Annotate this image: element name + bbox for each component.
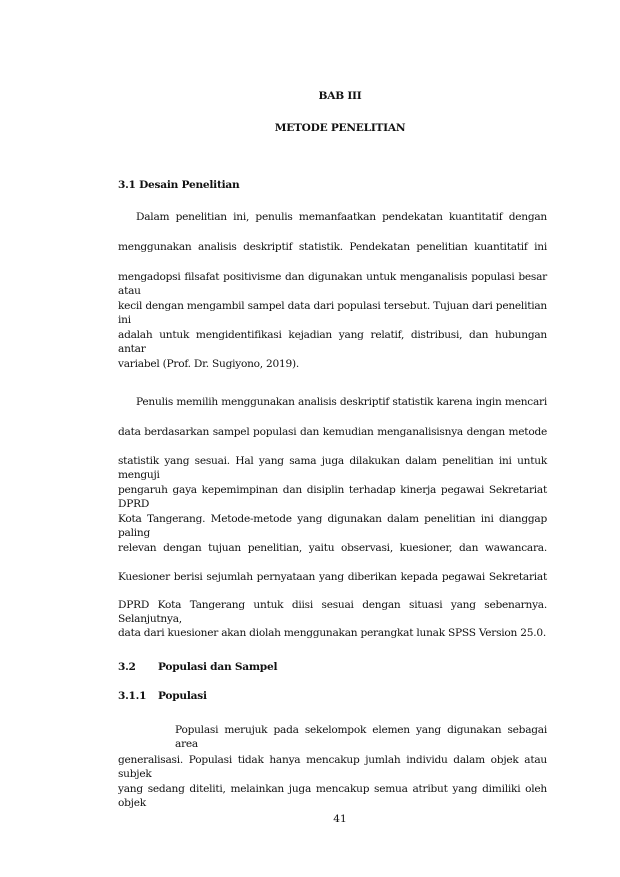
section-number: 3.1.1 bbox=[118, 690, 147, 702]
paragraph2-line: Kuesioner berisi sejumlah pernyataan yang diberikan kepada pegawai Sekretariat bbox=[118, 571, 547, 583]
paragraph1-line: Dalam penelitian ini, penulis memanfaatkan pendekatan kuantitatif dengan bbox=[136, 211, 547, 223]
paragraph2-line: data dari kuesioner akan diolah menggunakan perangkat lunak SPSS Version 25.0. bbox=[118, 627, 546, 639]
paragraph3-line: Populasi merujuk pada sekelompok elemen yang digunakan sebagai area bbox=[175, 724, 547, 750]
paragraph1-line: kecil dengan mengambil sampel data dari populasi tersebut. Tujuan dari penelitian ini bbox=[118, 300, 547, 326]
chapter-title: METODE PENELITIAN bbox=[274, 122, 406, 134]
paragraph1-line: menggunakan analisis deskriptif statistik. Pendekatan penelitian kuantitatif ini bbox=[118, 241, 547, 253]
paragraph1-line: variabel (Prof. Dr. Sugiyono, 2019). bbox=[118, 358, 299, 370]
section-number: 3.2 bbox=[118, 661, 136, 673]
page-number: 41 bbox=[333, 813, 347, 825]
section-heading-3-1-1 bbox=[118, 689, 547, 703]
paragraph2-line: relevan dengan tujuan penelitian, yaitu observasi, kuesioner, dan wawancara. bbox=[118, 542, 547, 554]
paragraph1-line: adalah untuk mengidentifikasi kejadian yang relatif, distribusi, dan hubungan antar bbox=[118, 329, 547, 355]
section-heading-3-1: 3.1 Desain Penelitian bbox=[118, 179, 240, 191]
section-title: Populasi bbox=[158, 690, 207, 702]
paragraph1-line: mengadopsi filsafat positivisme dan digunakan untuk menganalisis populasi besar atau bbox=[118, 271, 547, 297]
paragraph2-line: data berdasarkan sampel populasi dan kemudian menganalisisnya dengan metode bbox=[118, 426, 547, 438]
section-title: Populasi dan Sampel bbox=[158, 661, 278, 673]
section-heading-3-2 bbox=[118, 660, 547, 674]
chapter-label: BAB III bbox=[318, 90, 362, 102]
paragraph2-line: Penulis memilih menggunakan analisis deskriptif statistik karena ingin mencari bbox=[136, 396, 547, 408]
paragraph2-line: Kota Tangerang. Metode-metode yang digunakan dalam penelitian ini dianggap paling bbox=[118, 513, 547, 539]
paragraph3-line: yang sedang diteliti, melainkan juga mencakup semua atribut yang dimiliki oleh objek bbox=[118, 783, 547, 809]
paragraph2-line: pengaruh gaya kepemimpinan dan disiplin terhadap kinerja pegawai Sekretariat DPRD bbox=[118, 484, 547, 510]
paragraph3-line: generalisasi. Populasi tidak hanya mencakup jumlah individu dalam objek atau subjek bbox=[118, 754, 547, 780]
paragraph2-line: DPRD Kota Tangerang untuk diisi sesuai dengan situasi yang sebenarnya. Selanjutnya, bbox=[118, 599, 547, 625]
paragraph2-line: statistik yang sesuai. Hal yang sama juga dilakukan dalam penelitian ini untuk menguji bbox=[118, 455, 547, 481]
